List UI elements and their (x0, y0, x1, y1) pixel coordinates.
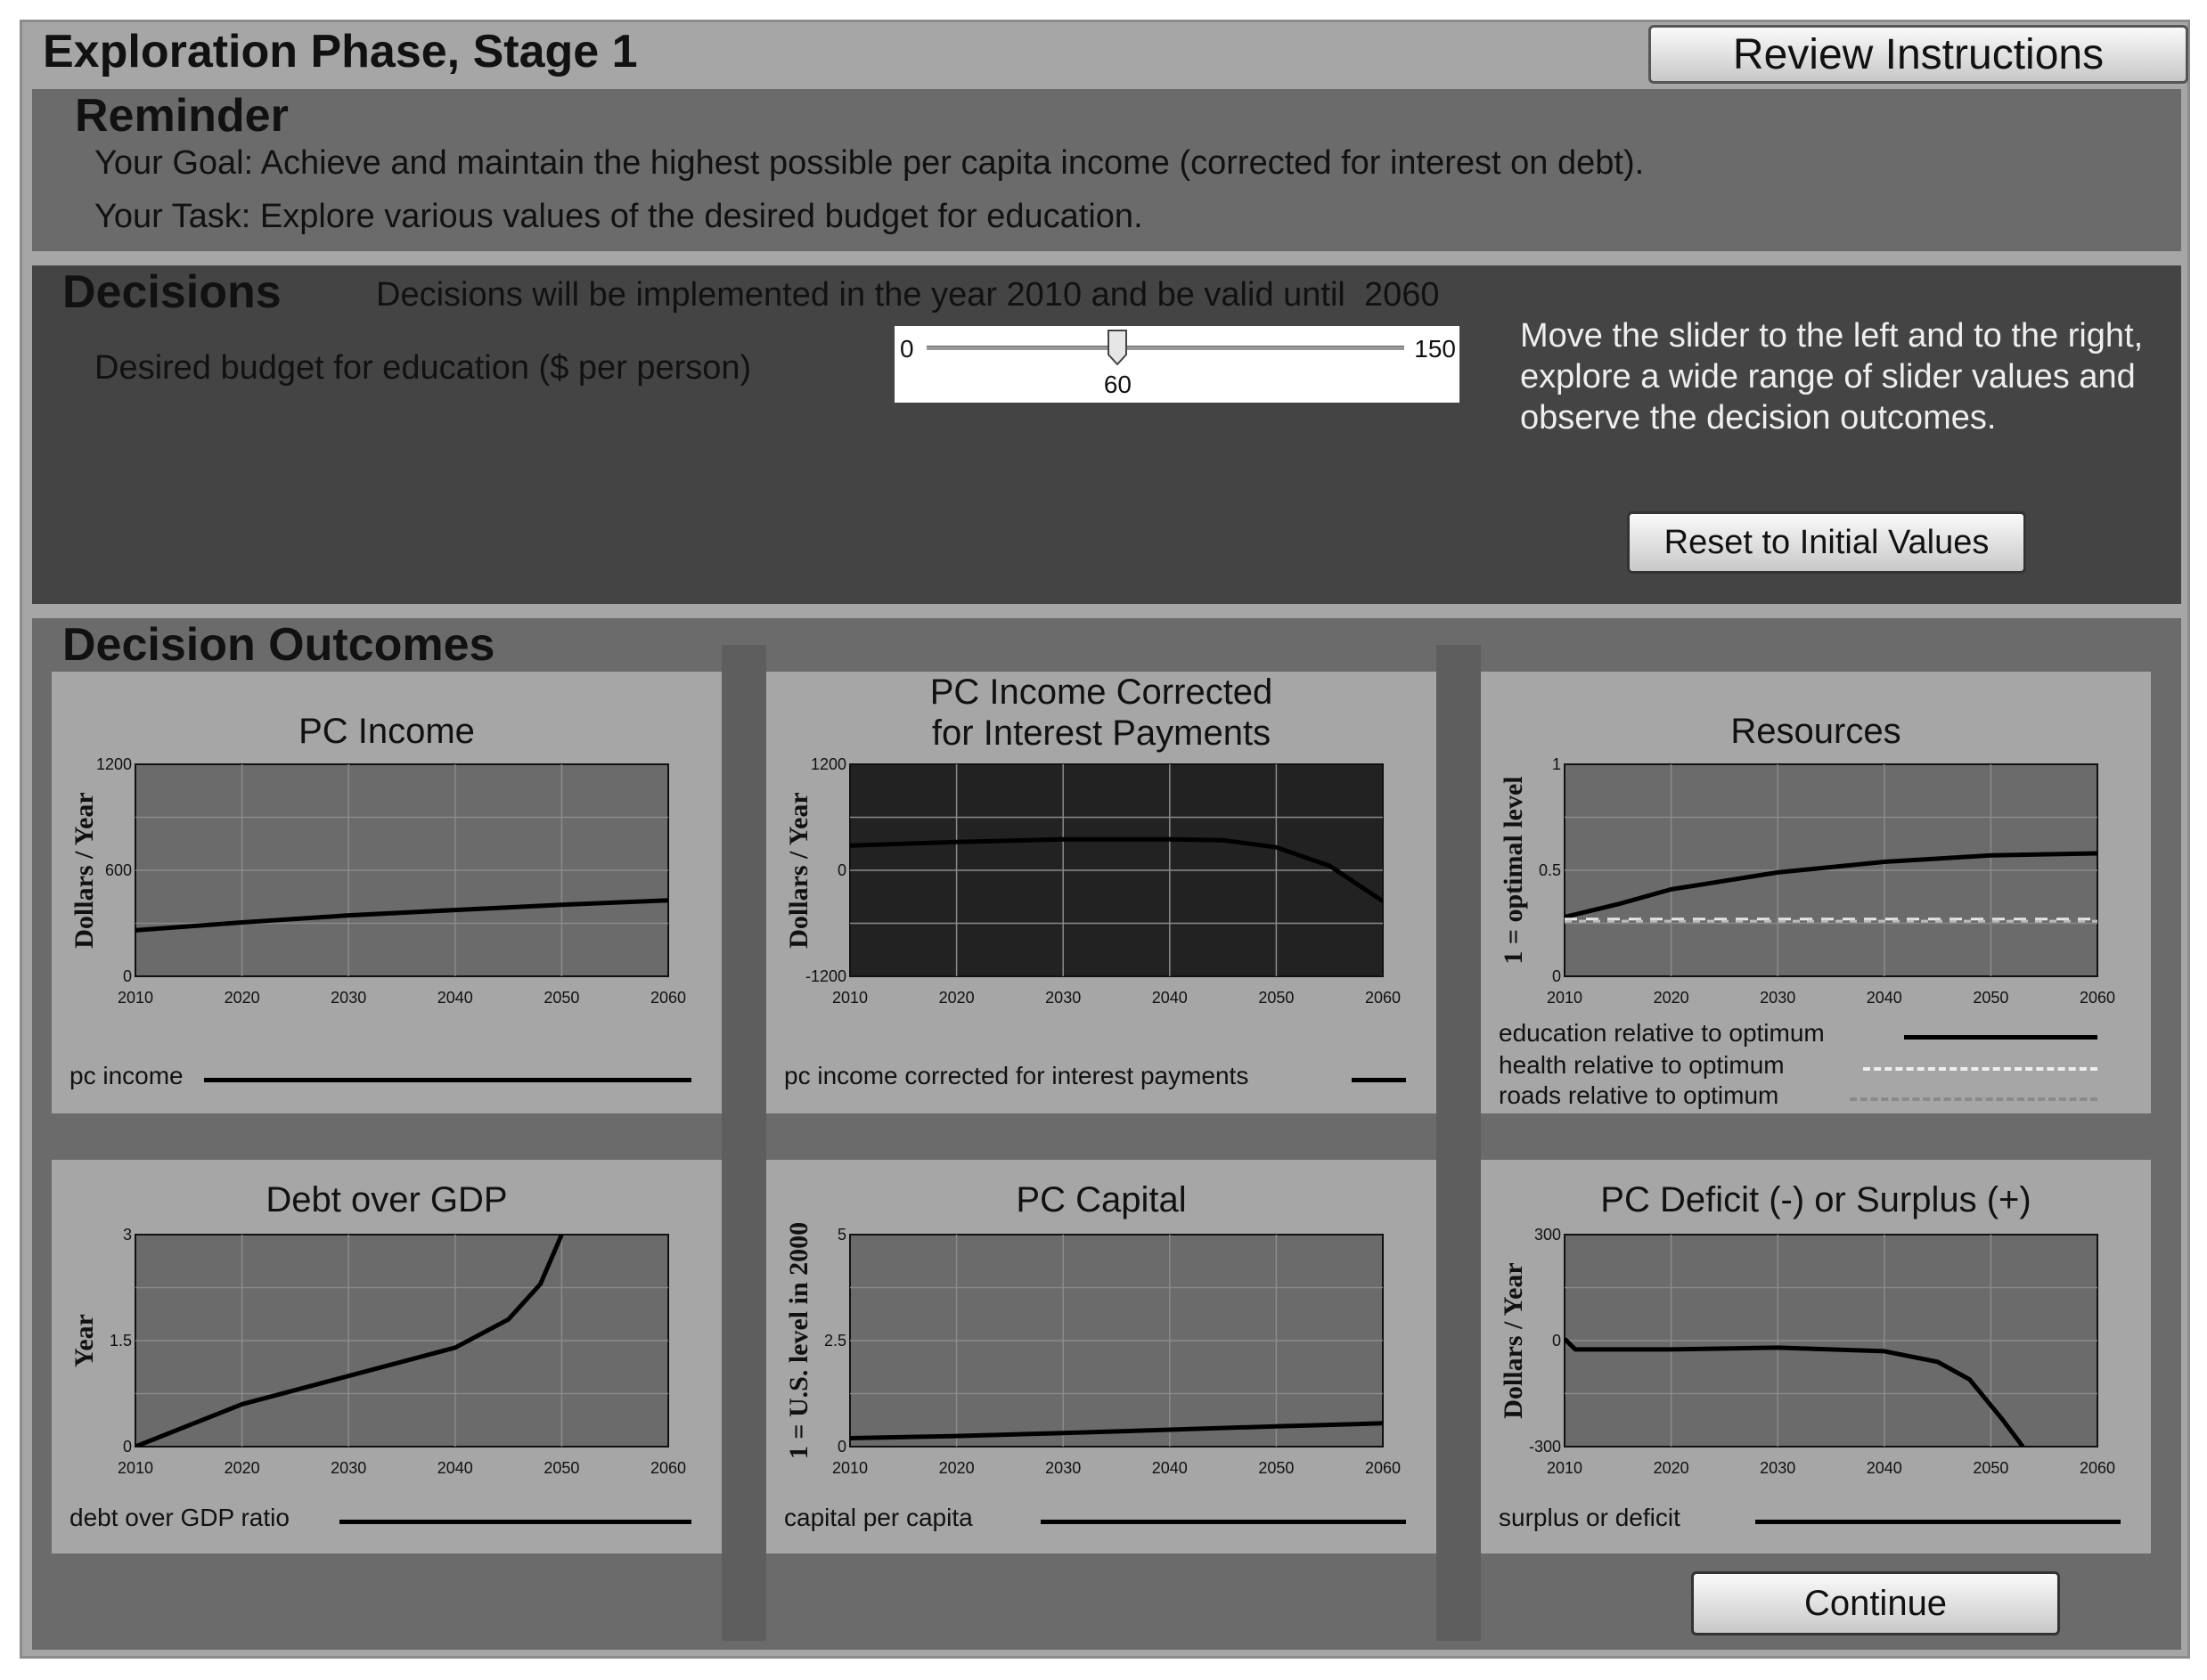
legend-swatch (1352, 1078, 1406, 1082)
x-tick-label: 2060 (1364, 1459, 1402, 1477)
y-tick-label: 0 (122, 967, 132, 985)
legend-swatch (1755, 1520, 2121, 1524)
chart-plot (52, 1160, 722, 1554)
x-tick-label: 2060 (2079, 989, 2116, 1007)
legend-label: education relative to optimum (1499, 1019, 1825, 1047)
chart-card-pc-income-corrected-for-interest-payments (766, 672, 1436, 1113)
outcomes-heading: Decision Outcomes (62, 619, 495, 671)
decisions-heading: Decisions (62, 266, 282, 318)
x-tick-label: 2020 (224, 1459, 260, 1477)
chart-card-debt-over-gdp (52, 1160, 722, 1554)
column-divider (1436, 645, 1481, 1641)
y-tick-label: 2.5 (823, 1332, 846, 1350)
legend-swatch (1850, 1097, 2097, 1101)
chart-plot (1481, 1160, 2151, 1554)
x-tick-label: 2010 (1546, 989, 1583, 1007)
task-text: Your Task: Explore various values of the desired budget for education. (94, 198, 1143, 235)
y-axis-label: 1 = optimal level (1499, 776, 1528, 965)
x-tick-label: 2040 (437, 1459, 473, 1477)
legend-label: surplus or deficit (1499, 1504, 1680, 1531)
x-tick-label: 2060 (2079, 1459, 2116, 1477)
review-instructions-button[interactable]: Review Instructions (1648, 25, 2188, 84)
x-tick-label: 2050 (1973, 989, 2009, 1007)
y-tick-label: 0 (837, 861, 846, 879)
x-tick-label: 2050 (544, 989, 580, 1007)
chart-title: PC Capital (1016, 1180, 1187, 1219)
y-axis-label: Dollars / Year (784, 792, 813, 949)
page-title: Exploration Phase, Stage 1 (43, 26, 638, 77)
y-tick-label: 0 (1551, 967, 1561, 985)
x-tick-label: 2040 (1866, 989, 1902, 1007)
x-tick-label: 2020 (1653, 1459, 1689, 1477)
chart-title: PC Income Corrected for Interest Payments (929, 673, 1273, 753)
x-tick-label: 2030 (1760, 989, 1796, 1007)
x-tick-label: 2020 (938, 989, 975, 1007)
legend-label: pc income (69, 1062, 184, 1089)
x-tick-label: 2010 (831, 1459, 869, 1477)
chart-card-pc-capital (766, 1160, 1436, 1554)
y-axis-label: Dollars / Year (1499, 1262, 1528, 1419)
reset-button[interactable]: Reset to Initial Values (1627, 511, 2026, 574)
x-tick-label: 2010 (117, 1459, 154, 1477)
legend-label: pc income corrected for interest payments (784, 1062, 1249, 1089)
chart-title: PC Deficit (-) or Surplus (+) (1600, 1180, 2031, 1219)
y-axis-label: 1 = U.S. level in 2000 (784, 1221, 813, 1460)
slider-max-label: 150 (1414, 335, 1456, 363)
x-tick-label: 2030 (1045, 989, 1082, 1007)
legend-label: roads relative to optimum (1499, 1081, 1779, 1109)
continue-button[interactable]: Continue (1691, 1571, 2060, 1635)
y-tick-label: 5 (837, 1226, 846, 1244)
x-tick-label: 2060 (650, 1459, 687, 1477)
y-tick-label: 1 (1551, 755, 1561, 773)
legend-label: health relative to optimum (1499, 1051, 1785, 1079)
chart-card-resources (1481, 672, 2151, 1113)
x-tick-label: 2060 (650, 989, 687, 1007)
x-tick-label: 2030 (331, 989, 367, 1007)
chart-plot (766, 672, 1436, 1113)
x-tick-label: 2060 (1364, 989, 1402, 1007)
legend-swatch (1863, 1067, 2097, 1071)
chart-title: Resources (1730, 712, 1901, 751)
x-tick-label: 2020 (938, 1459, 975, 1477)
x-tick-label: 2030 (1045, 1459, 1082, 1477)
y-axis-label: Year (69, 1314, 99, 1367)
slider-min-label: 0 (900, 335, 914, 363)
y-tick-label: 0 (1551, 1332, 1561, 1350)
slider-hint: Move the slider to the left and to the right, explore a wide range of slider values and observe the decision outcomes. (1520, 317, 2144, 436)
y-tick-label: 0.5 (1538, 861, 1561, 879)
y-tick-label: 1.5 (109, 1332, 132, 1350)
y-tick-label: -1200 (805, 967, 846, 985)
slider-thumb[interactable] (1108, 330, 1127, 365)
legend-swatch (339, 1520, 691, 1524)
chart-card-pc-deficit-or-surplus (1481, 1160, 2151, 1554)
goal-text: Your Goal: Achieve and maintain the highest possible per capita income (corrected for interest on debt). (94, 144, 1645, 182)
slider-label: Desired budget for education ($ per person) (94, 349, 752, 387)
x-tick-label: 2050 (1258, 1459, 1295, 1477)
education-budget-slider[interactable] (895, 326, 1459, 403)
x-tick-label: 2020 (224, 989, 260, 1007)
legend-label: capital per capita (784, 1504, 973, 1531)
x-tick-label: 2040 (437, 989, 473, 1007)
x-tick-label: 2010 (117, 989, 154, 1007)
chart-title: PC Income (298, 712, 475, 751)
x-tick-label: 2040 (1866, 1459, 1902, 1477)
y-tick-label: 3 (122, 1226, 132, 1244)
y-tick-label: 1200 (95, 755, 132, 773)
x-tick-label: 2050 (1973, 1459, 2009, 1477)
legend-swatch (204, 1078, 691, 1082)
chart-card-pc-income (52, 672, 722, 1113)
y-tick-label: 0 (837, 1438, 846, 1456)
chart-plot (52, 672, 722, 1113)
x-tick-label: 2040 (1151, 989, 1188, 1007)
x-tick-label: 2030 (331, 1459, 367, 1477)
y-tick-label: 300 (1533, 1226, 1561, 1244)
slider-value: 60 (1103, 371, 1132, 398)
x-tick-label: 2010 (1546, 1459, 1583, 1477)
x-tick-label: 2030 (1760, 1459, 1796, 1477)
y-tick-label: -300 (1528, 1438, 1561, 1456)
x-tick-label: 2050 (1258, 989, 1295, 1007)
x-tick-label: 2050 (544, 1459, 580, 1477)
column-divider (722, 645, 766, 1641)
slider-track[interactable] (927, 346, 1404, 350)
chart-title: Debt over GDP (266, 1180, 508, 1219)
chart-plot (766, 1160, 1436, 1554)
legend-swatch (1041, 1520, 1406, 1524)
x-tick-label: 2010 (831, 989, 869, 1007)
x-tick-label: 2040 (1151, 1459, 1188, 1477)
decisions-note: Decisions will be implemented in the year 2010 and be valid until 2060 (376, 276, 1440, 314)
y-axis-label: Dollars / Year (69, 792, 99, 949)
y-tick-label: 600 (104, 861, 132, 879)
legend-swatch (1904, 1035, 2097, 1040)
y-tick-label: 0 (122, 1438, 132, 1456)
legend-label: debt over GDP ratio (69, 1504, 290, 1531)
y-tick-label: 1200 (810, 755, 846, 773)
reminder-heading: Reminder (75, 90, 289, 142)
x-tick-label: 2020 (1653, 989, 1689, 1007)
